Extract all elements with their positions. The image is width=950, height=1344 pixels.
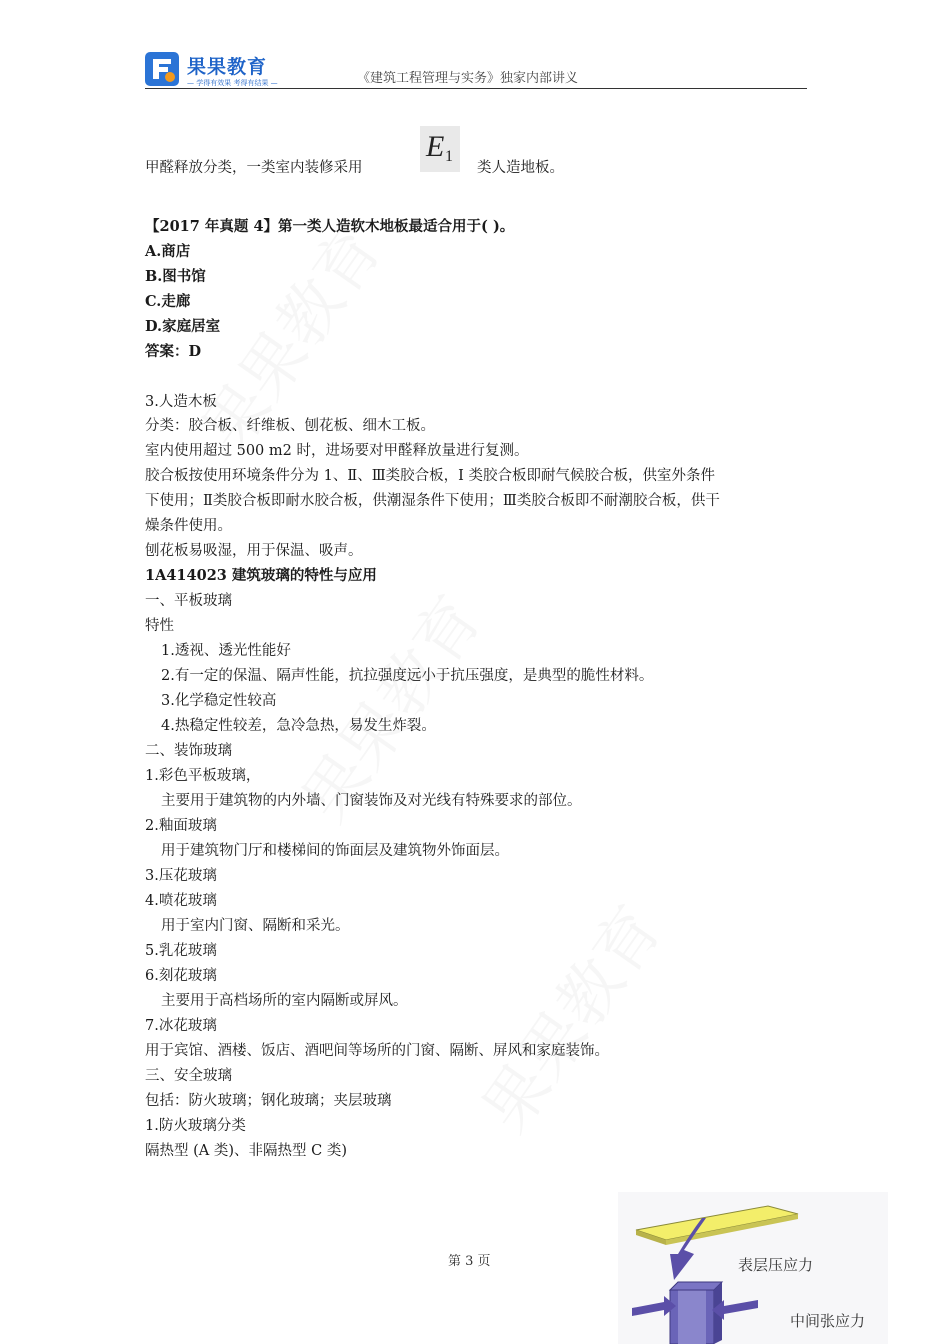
list-item: 1.彩色平板玻璃， bbox=[145, 768, 261, 784]
formula-image bbox=[420, 126, 460, 172]
section-heading: 3.人造木板 bbox=[145, 394, 217, 410]
paragraph: 胶合板按使用环境条件分为 1、Ⅱ、Ⅲ类胶合板，I 类胶合板即耐气候胶合板，供室外条件 bbox=[145, 468, 716, 484]
list-item-desc: 用于宾馆、酒楼、饭店、酒吧间等场所的门窗、隔断、屏风和家庭装饰。 bbox=[145, 1043, 609, 1059]
section-heading: 一、平板玻璃 bbox=[145, 593, 232, 609]
option-b: B.图书馆 bbox=[145, 268, 206, 285]
option-a: A.商店 bbox=[145, 243, 191, 260]
document-title: 《建筑工程管理与实务》独家内部讲义 bbox=[357, 71, 579, 86]
question-title: 【2017 年真题 4】第一类人造软木地板最适合用于( )。 bbox=[145, 218, 515, 235]
list-item: 3.压花玻璃 bbox=[145, 868, 217, 884]
section-heading: 二、装饰玻璃 bbox=[145, 743, 232, 759]
logo-mark-icon bbox=[145, 52, 179, 86]
middle-stress-label: 中间张应力 bbox=[790, 1312, 866, 1330]
list-item: 7.冰花玻璃 bbox=[145, 1018, 217, 1034]
list-item: 2.有一定的保温、隔声性能，抗拉强度远小于抗压强度，是典型的脆性材料。 bbox=[161, 668, 654, 684]
intro-text: 甲醛释放分类，一类室内装修采用 bbox=[145, 160, 363, 176]
list-item: 6.刻花玻璃 bbox=[145, 968, 217, 984]
answer: 答案：D bbox=[145, 343, 202, 360]
formula-subscript: 1 bbox=[445, 148, 453, 165]
list-item: 2.釉面玻璃 bbox=[145, 818, 217, 834]
list-item-desc: 主要用于建筑物的内外墙、门窗装饰及对光线有特殊要求的部位。 bbox=[161, 793, 582, 809]
list-item-desc: 用于室内门窗、隔断和采光。 bbox=[161, 918, 350, 934]
formula-symbol: E bbox=[426, 130, 445, 163]
list-item: 1.透视、透光性能好 bbox=[161, 643, 291, 659]
section-code-title: 1A414023 建筑玻璃的特性与应用 bbox=[145, 567, 377, 584]
page-number: 第 3 页 bbox=[448, 1254, 491, 1269]
paragraph: 下使用；Ⅱ类胶合板即耐水胶合板，供潮湿条件下使用；Ⅲ类胶合板即不耐潮胶合板，供干 bbox=[145, 493, 720, 509]
list-item: 4.热稳定性较差，急冷急热，易发生炸裂。 bbox=[161, 718, 436, 734]
paragraph: 室内使用超过 500 m2 时，进场要对甲醛释放量进行复测。 bbox=[145, 443, 529, 459]
paragraph: 包括：防火玻璃；钢化玻璃；夹层玻璃 bbox=[145, 1093, 392, 1109]
list-item-desc: 用于建筑物门厅和楼梯间的饰面层及建筑物外饰面层。 bbox=[161, 843, 509, 859]
tempered-glass-figure bbox=[618, 1192, 888, 1344]
paragraph: 燥条件使用。 bbox=[145, 518, 232, 534]
paragraph: 刨花板易吸湿，用于保温、吸声。 bbox=[145, 543, 363, 559]
option-c: C.走廊 bbox=[145, 293, 191, 310]
intro-text-tail: 类人造地板。 bbox=[477, 160, 564, 176]
list-item: 5.乳花玻璃 bbox=[145, 943, 217, 959]
logo-slogan: — 学得有效果 考得有结果 — bbox=[187, 79, 278, 87]
paragraph: 分类：胶合板、纤维板、刨花板、细木工板。 bbox=[145, 418, 435, 434]
brand-logo bbox=[145, 52, 280, 86]
page-header bbox=[145, 52, 807, 89]
list-item-desc: 主要用于高档场所的室内隔断或屏风。 bbox=[161, 993, 408, 1009]
list-item: 4.喷花玻璃 bbox=[145, 893, 217, 909]
option-d: D.家庭居室 bbox=[145, 318, 221, 335]
list-item: 3.化学稳定性较高 bbox=[161, 693, 277, 709]
watermark bbox=[457, 885, 679, 1147]
section-heading: 三、安全玻璃 bbox=[145, 1068, 232, 1084]
surface-stress-label: 表层压应力 bbox=[738, 1256, 814, 1274]
logo-text: 果果教育 bbox=[187, 56, 268, 78]
subheading: 特性 bbox=[145, 618, 174, 634]
list-item: 1.防火玻璃分类 bbox=[145, 1118, 246, 1134]
paragraph: 隔热型 (A 类)、非隔热型 C 类) bbox=[145, 1143, 347, 1159]
